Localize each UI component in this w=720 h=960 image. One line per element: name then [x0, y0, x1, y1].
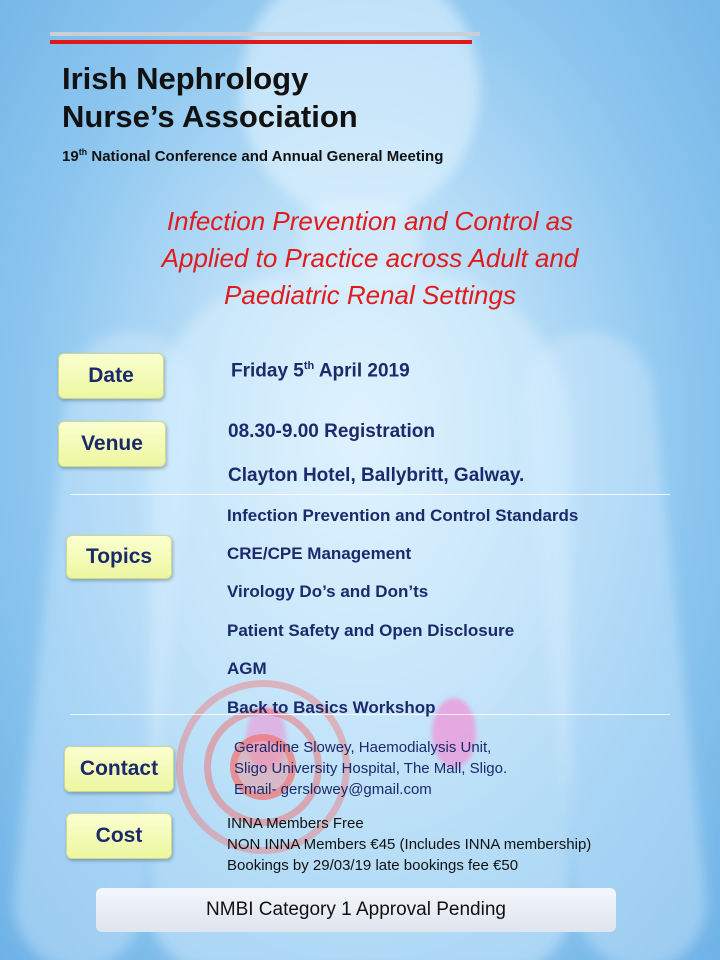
conference-theme — [40, 203, 700, 314]
accreditation-banner: NMBI Category 1 Approval Pending — [96, 888, 616, 932]
topic-item: AGM — [227, 659, 267, 678]
theme-line-1: Infection Prevention and Control as — [166, 206, 574, 236]
cost-label: Cost — [66, 813, 172, 859]
date-label: Date — [58, 353, 164, 399]
topic-item: Back to Basics Workshop — [227, 698, 436, 717]
subtitle-number: 19 — [62, 148, 79, 165]
date-month-year: April 2019 — [314, 360, 410, 382]
contact-name: Geraldine Slowey, Haemodialysis Unit, — [234, 739, 492, 756]
top-grey-rule — [50, 32, 480, 36]
event-date — [231, 360, 410, 382]
date-ordinal: th — [303, 360, 315, 372]
top-red-rule — [50, 40, 472, 44]
topic-item: Infection Prevention and Control Standards — [227, 506, 579, 525]
theme-line-2: Applied to Practice across Adult and — [161, 243, 579, 273]
topics-label: Topics — [66, 535, 172, 579]
topic-item: Patient Safety and Open Disclosure — [227, 621, 515, 640]
organisation-title — [62, 60, 358, 136]
contact-email[interactable]: Email- gerslowey@gmail.com — [234, 781, 432, 798]
venue-label: Venue — [58, 421, 166, 467]
subtitle-text: National Conference and Annual General Meeting — [87, 148, 444, 165]
registration-time: 08.30-9.00 Registration — [228, 421, 435, 442]
cost-bookings: Bookings by 29/03/19 late bookings fee €50 — [227, 857, 519, 874]
subtitle-ordinal: th — [78, 147, 88, 157]
theme-line-3: Paediatric Renal Settings — [224, 280, 516, 310]
date-day: Friday 5 — [231, 360, 304, 382]
contact-label: Contact — [64, 746, 174, 792]
cost-details — [227, 813, 591, 876]
contact-address: Sligo University Hospital, The Mall, Sligo. — [234, 760, 508, 777]
contact-details — [234, 737, 507, 800]
cost-non-members: NON INNA Members €45 (Includes INNA membership) — [227, 836, 592, 853]
title-line-1: Irish Nephrology — [62, 61, 309, 96]
section-divider-top — [70, 494, 670, 495]
cost-members: INNA Members Free — [227, 815, 364, 832]
venue-address: Clayton Hotel, Ballybritt, Galway. — [228, 465, 525, 486]
conference-subtitle — [62, 147, 443, 165]
topic-item: Virology Do’s and Don’ts — [227, 582, 429, 601]
title-line-2: Nurse’s Association — [62, 99, 358, 134]
topic-item: CRE/CPE Management — [227, 544, 412, 563]
